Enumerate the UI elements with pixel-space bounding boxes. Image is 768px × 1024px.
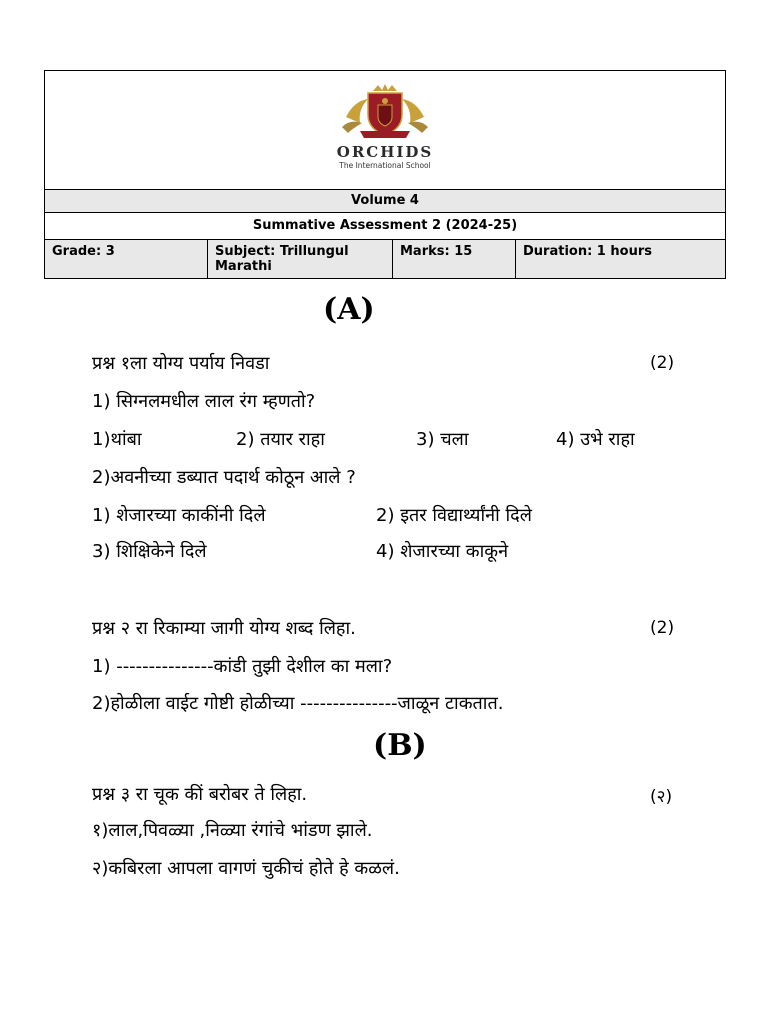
header-table: [44, 70, 726, 279]
q1-sub2-option-2: 2) इतर विद्यार्थ्यांनी दिले: [376, 505, 532, 526]
q1-sub1-option-2: 2) तयार राहा: [236, 429, 325, 450]
q1-sub1: 1) सिग्नलमधील लाल रंग म्हणतो?: [92, 391, 316, 412]
q2-heading: प्रश्न २ रा रिकाम्या जागी योग्य शब्द लिहा.: [92, 618, 356, 639]
q1-sub1-option-4: 4) उभे राहा: [556, 429, 635, 450]
q1-sub2-option-1: 1) शेजारच्या काकींनी दिले: [92, 505, 266, 526]
duration-cell: Duration: 1 hours: [523, 244, 652, 259]
crest-icon: [340, 83, 430, 141]
q1-sub1-option-3: 3) चला: [416, 429, 469, 450]
q1-marks: (2): [650, 353, 675, 373]
brand-tagline: The International School: [339, 161, 431, 170]
volume-bar: Volume 4: [45, 190, 725, 213]
q3-heading: प्रश्न ३ रा चूक कीं बरोबर ते लिहा.: [92, 784, 308, 805]
q2-line-1: 1) ---------------कांडी तुझी देशील का मला?: [92, 656, 393, 677]
logo-row: [45, 71, 725, 190]
assessment-bar: Summative Assessment 2 (2024-25): [45, 213, 725, 240]
q1-sub1-option-1: 1)थांबा: [92, 429, 142, 450]
q1-heading: प्रश्न १ला योग्य पर्याय निवडा: [92, 353, 270, 374]
brand-name: ORCHIDS: [336, 143, 434, 161]
marks-cell: Marks: 15: [393, 240, 516, 278]
section-b-title: (B): [373, 728, 427, 763]
q3-marks: (२): [650, 787, 673, 807]
q3-line-2: २)कबिरला आपला वागणं चुकीचं होते हे कळलं.: [92, 858, 400, 879]
q2-marks: (2): [650, 618, 675, 638]
subject-cell: Subject: Trillungul Marathi: [208, 240, 393, 278]
q3-line-1: १)लाल,पिवळ्या ,निळ्या रंगांचे भांडण झाले.: [92, 820, 373, 841]
info-row: [45, 240, 725, 278]
q1-sub2-option-4: 4) शेजारच्या काकूने: [376, 541, 509, 562]
grade-cell: Grade: 3: [45, 240, 208, 278]
q2-line-2: 2)होळीला वाईट गोष्टी होळीच्या ---------------जाळून टाकतात.: [92, 693, 504, 714]
school-logo: [320, 83, 450, 170]
section-a-title: (A): [323, 292, 375, 327]
q1-sub2-option-3: 3) शिक्षिकेने दिले: [92, 541, 207, 562]
q1-sub2: 2)अवनीच्या डब्यात पदार्थ कोठून आले ?: [92, 467, 356, 488]
